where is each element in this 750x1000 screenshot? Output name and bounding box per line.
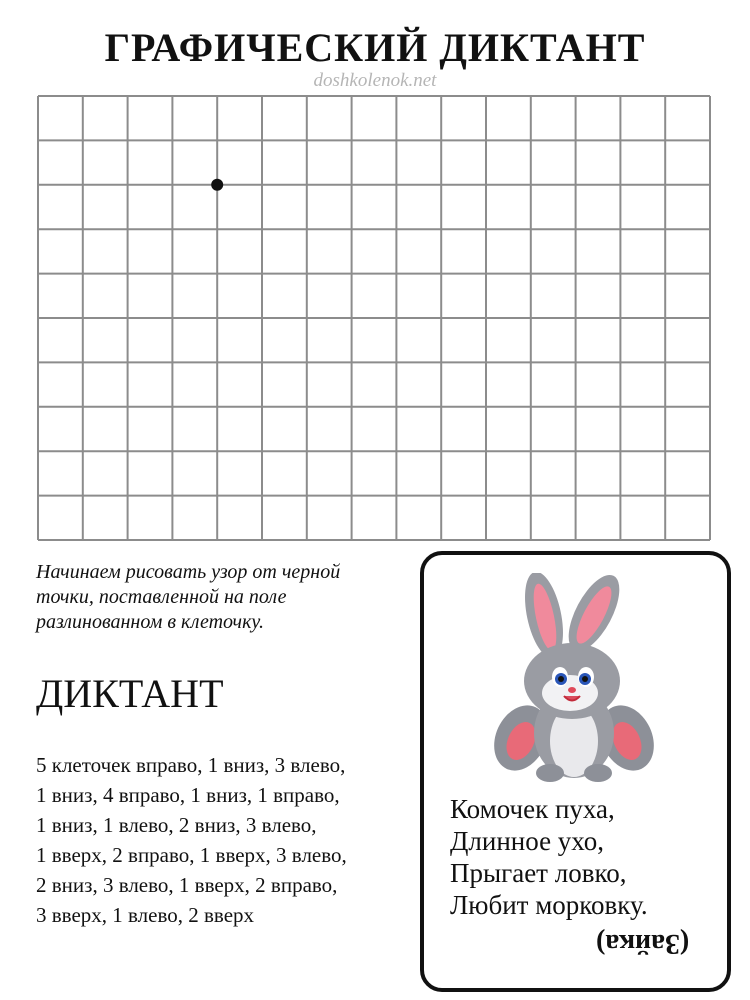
step-line: 2 вниз, 3 влево, 1 вверх, 2 вправо, [36,873,338,897]
poem-line: Длинное ухо, [450,826,605,856]
riddle-poem [450,793,720,921]
intro-text: Начинаем рисовать узор от черной точки, поставленной на поле разлинованном в клеточку. [36,561,341,633]
step-line: 5 клеточек вправо, 1 вниз, 3 влево, [36,753,346,777]
poem-line: Прыгает ловко, [450,858,627,888]
step-line: 1 вниз, 4 вправо, 1 вниз, 1 вправо, [36,783,340,807]
poem-line: Любит морковку. [450,890,648,920]
watermark: doshkolenok.net [313,70,437,91]
dictation-heading: ДИКТАНТ [36,671,224,716]
step-line: 3 вверх, 1 влево, 2 вверх [36,903,255,927]
bunny-illustration [494,573,654,788]
dictation-steps [36,750,406,930]
page-title: ГРАФИЧЕСКИЙ ДИКТАНТ [104,25,646,70]
riddle-answer-upside-down: (Зайка) [596,928,690,959]
dictation-grid[interactable] [36,94,712,542]
nose [568,687,576,693]
poem-line: Комочек пуха, [450,794,615,824]
riddle-card [420,551,731,992]
step-line: 1 вниз, 1 влево, 2 вниз, 3 влево, [36,813,317,837]
start-dot [211,179,223,191]
step-line: 1 вверх, 2 вправо, 1 вверх, 3 влево, [36,843,347,867]
